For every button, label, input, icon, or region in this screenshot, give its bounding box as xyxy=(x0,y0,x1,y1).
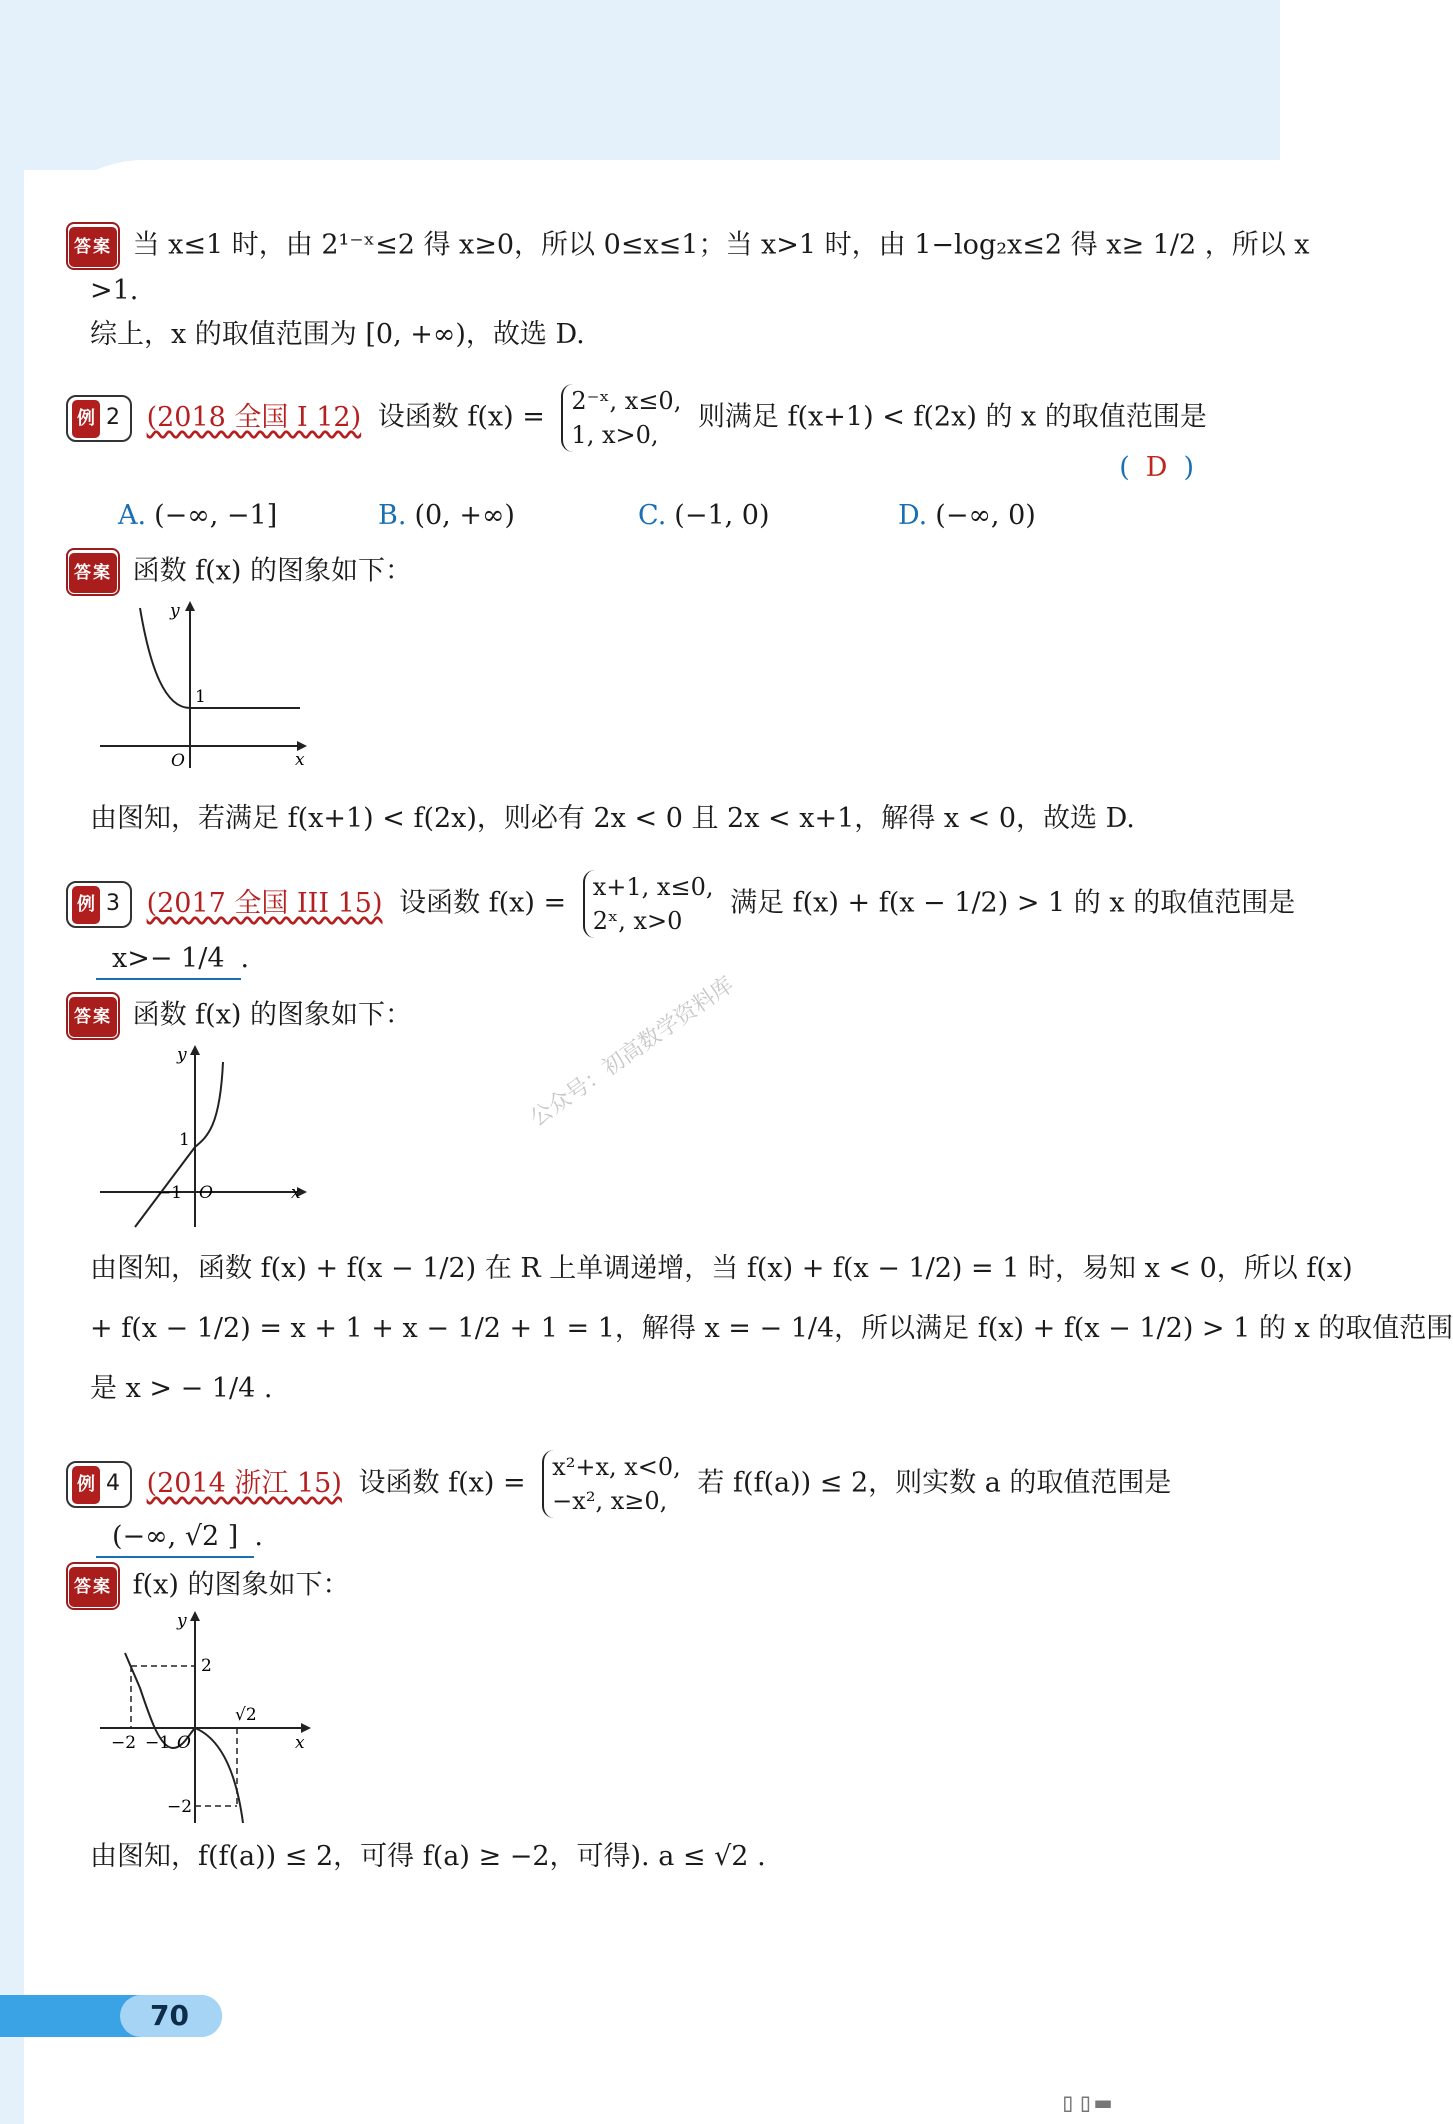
option-c: C. (−1, 0) xyxy=(638,500,770,531)
example-4 xyxy=(66,1450,1171,1518)
solution-3-line-3: 是 x > − 1/4 . xyxy=(90,1373,273,1404)
solution-4-conclusion: 由图知，f(f(a)) ≤ 2，可得 f(a) ≥ −2，可得). a ≤ √2 . xyxy=(90,1841,766,1872)
example-2 xyxy=(66,384,1207,452)
graph-label-origin: O xyxy=(199,1183,213,1203)
piecewise-definition xyxy=(561,384,681,452)
page-number: 70 xyxy=(120,1995,222,2037)
answer-badge: 答案 xyxy=(66,548,120,596)
case-2: 1, x>0, xyxy=(571,421,659,449)
question-tail: 若 f(f(a)) ≤ 2，则实数 a 的取值范围是 xyxy=(697,1467,1172,1499)
example-badge: 例 2 xyxy=(66,395,132,442)
question-tail: 则满足 f(x+1) < f(2x) 的 x 的取值范围是 xyxy=(697,401,1207,433)
answer-text-cont: >1. xyxy=(90,275,139,306)
fill-answer-3: x>− 1/4 . xyxy=(96,940,249,980)
graph-label-neg-two-y: −2 xyxy=(167,1797,193,1817)
graph-label-two: 2 xyxy=(201,1656,212,1676)
case-1: 2⁻ˣ, x≤0, xyxy=(571,387,682,415)
solution-2-conclusion: 由图知，若满足 f(x+1) < f(2x)，则必有 2x < 0 且 2x < x+1，解得 x < 0，故选 D. xyxy=(90,803,1135,834)
answer-conclusion: 综上，x 的取值范围为 [0, +∞)，故选 D. xyxy=(90,319,585,350)
graph-label-y: y xyxy=(177,1611,187,1631)
graph-label-y: y xyxy=(177,1045,187,1065)
piecewise-definition xyxy=(542,1450,681,1518)
answer-badge: 答案 xyxy=(66,222,120,270)
example-badge: 例 4 xyxy=(66,1461,132,1508)
case-2: −x², x≥0, xyxy=(552,1487,668,1515)
example-3 xyxy=(66,870,1295,938)
question-stem: 设函数 f(x) = xyxy=(358,1467,526,1499)
graph-label-origin: O xyxy=(171,751,185,771)
source-tag: (2018 全国 I 12) xyxy=(146,401,362,433)
solution-2-head: 答案 函数 f(x) 的图象如下： xyxy=(66,548,412,596)
graph-example-4 xyxy=(95,1608,325,1828)
example-badge: 例 3 xyxy=(66,881,132,928)
solution-4-head: 答案 f(x) 的图象如下： xyxy=(66,1562,349,1610)
left-band xyxy=(0,0,24,2124)
solution-3-line-1: 由图知，函数 f(x) + f(x − 1/2) 在 R 上单调递增，当 f(x) + f(x − 1/2) = 1 时，易知 x < 0，所以 f(x) xyxy=(90,1253,1353,1284)
case-1: x²+x, x<0, xyxy=(552,1453,681,1481)
graph-example-2 xyxy=(95,598,315,773)
fill-answer-4: (−∞, √2 ] . xyxy=(96,1518,263,1558)
graph-label-sqrt2: √2 xyxy=(235,1705,257,1725)
option-b: B. (0, +∞) xyxy=(378,500,515,531)
top-band xyxy=(0,0,1280,170)
graph-label-x: x xyxy=(295,1733,305,1753)
question-stem: 设函数 f(x) = xyxy=(377,401,545,433)
graph-example-3 xyxy=(95,1042,315,1232)
graph-label-x: x xyxy=(295,750,305,770)
graph-label-neg-two-x: −2 xyxy=(111,1733,137,1753)
answer-badge: 答案 xyxy=(66,1562,120,1610)
option-a: A. (−∞, −1] xyxy=(118,500,278,531)
answer-choice: ( D ) xyxy=(1119,452,1194,483)
solution-3-head: 答案 函数 f(x) 的图象如下： xyxy=(66,992,412,1040)
source-tag: (2014 浙江 15) xyxy=(146,1467,342,1499)
answer-badge: 答案 xyxy=(66,992,120,1040)
option-d: D. (−∞, 0) xyxy=(898,500,1036,531)
graph-label-y: y xyxy=(170,601,180,621)
watermark-text: 公众号：初高数学资料库 xyxy=(525,972,739,1132)
answer-text: 当 x≤1 时，由 2¹⁻ˣ≤2 得 x≥0，所以 0≤x≤1；当 x>1 时，由 1−log₂x≤2 得 x≥ 1/2 ，所以 x xyxy=(132,229,1310,261)
source-tag: (2017 全国 III 15) xyxy=(146,887,383,919)
graph-label-origin: O xyxy=(177,1733,191,1753)
question-tail: 满足 f(x) + f(x − 1/2) > 1 的 x 的取值范围是 xyxy=(730,887,1296,919)
piecewise-definition xyxy=(583,870,714,938)
window-controls-icon[interactable]: ▯▯▬ xyxy=(1060,2088,1113,2118)
graph-label-neg-one: −1 xyxy=(157,1183,183,1203)
graph-label-x: x xyxy=(291,1183,301,1203)
answer-block-1 xyxy=(66,222,1310,270)
case-2: 2ˣ, x>0 xyxy=(592,907,683,935)
graph-label-neg-one: −1 xyxy=(145,1733,171,1753)
graph-label-one: 1 xyxy=(179,1130,190,1150)
case-1: x+1, x≤0, xyxy=(592,873,714,901)
solution-3-line-2: + f(x − 1/2) = x + 1 + x − 1/2 + 1 = 1，解得 x = − 1/4，所以满足 f(x) + f(x − 1/2) > 1 的 x 的取值范围 xyxy=(90,1313,1453,1344)
graph-label-one: 1 xyxy=(195,687,206,707)
question-stem: 设函数 f(x) = xyxy=(399,887,567,919)
